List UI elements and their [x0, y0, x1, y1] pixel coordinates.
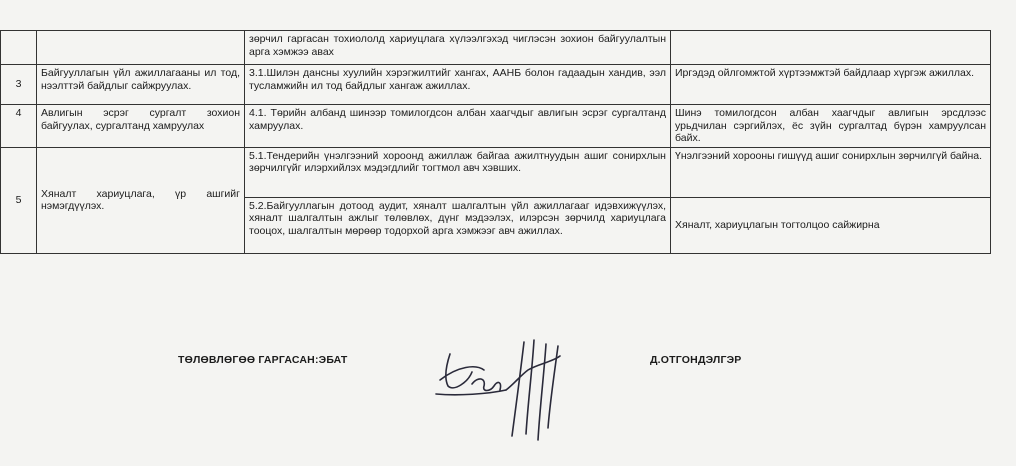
row-number: 3: [1, 65, 37, 105]
handwritten-signature: [428, 336, 578, 446]
activity-cell: Авлигын эсрэг сургалт зохион байгуулах, сургалтанд хамруулах: [37, 105, 245, 148]
activity-cell: Хяналт хариуцлага, үр ашгийг нэмэгдүүлэх.: [37, 147, 245, 253]
row-number: 4: [1, 105, 37, 148]
measure-cell: 5.1.Тендерийн үнэлгээний хороонд ажиллаж байгаа ажилтнуудын ашиг сонирхлын зөрчилгүйг илэрхийлэх мэдэгдлийг тогтмол авч хэвших.: [245, 147, 671, 197]
signature-block: [0, 346, 1016, 466]
table-row: [1, 147, 991, 197]
table-row: [1, 31, 991, 65]
table-row: [1, 105, 991, 148]
table-row: [1, 65, 991, 105]
activity-cell: [37, 31, 245, 65]
signer-name: Д.ОТГОНДЭЛГЭР: [650, 354, 742, 366]
measure-cell: 3.1.Шилэн дансны хуулийн хэрэгжилтийг хангах, ААНБ болон гадаадын хандив, ээл тусламжийн ил тод байдлыг хангаж ажиллах.: [245, 65, 671, 105]
row-number: [1, 31, 37, 65]
prepared-by-label: ТӨЛӨВЛӨГӨӨ ГАРГАСАН:ЭБАТ: [178, 354, 348, 366]
measure-cell: 4.1. Төрийн албанд шинээр томилогдсон албан хаагчдыг авлигын эсрэг сургалтанд хамруулах.: [245, 105, 671, 148]
outcome-cell: Үнэлгээний хорооны гишүүд ашиг сонирхлын зөрчилгүй байна.: [671, 147, 991, 197]
outcome-cell: [671, 31, 991, 65]
measure-cell: зөрчил гаргасан тохиололд хариуцлага хүлээлгэхэд чиглэсэн зохион байгуулалтын арга хэмжээ авах: [245, 31, 671, 65]
outcome-cell: Иргэдэд ойлгомжтой хүртээмжтэй байдлаар хүргэж ажиллах.: [671, 65, 991, 105]
outcome-cell: Шинэ томилогдсон албан хаагчдыг авлигын эрсдлээс урьдчилан сэргийлэх, ёс зүйн сургалтад бүрэн хамруулсан байх.: [671, 105, 991, 148]
outcome-cell: Хяналт, хариуцлагын тогтолцоо сайжирна: [671, 197, 991, 253]
action-plan-table: [0, 30, 991, 254]
measure-cell: 5.2.Байгууллагын дотоод аудит, хяналт шалгалтын үйл ажиллагааг идэвхижүүлэх, хяналт шалгалтын ажлыг төлөвлөх, дүнг мэдээлэх, илэрсэн зөрчилд хариуцлага тооцох, шалгалтын мөрөөр тодорхой арга хэмжээг авч ажиллах.: [245, 197, 671, 253]
activity-cell: Байгууллагын үйл ажиллагааны ил тод, нээлттэй байдлыг сайжруулах.: [37, 65, 245, 105]
row-number: 5: [1, 147, 37, 253]
